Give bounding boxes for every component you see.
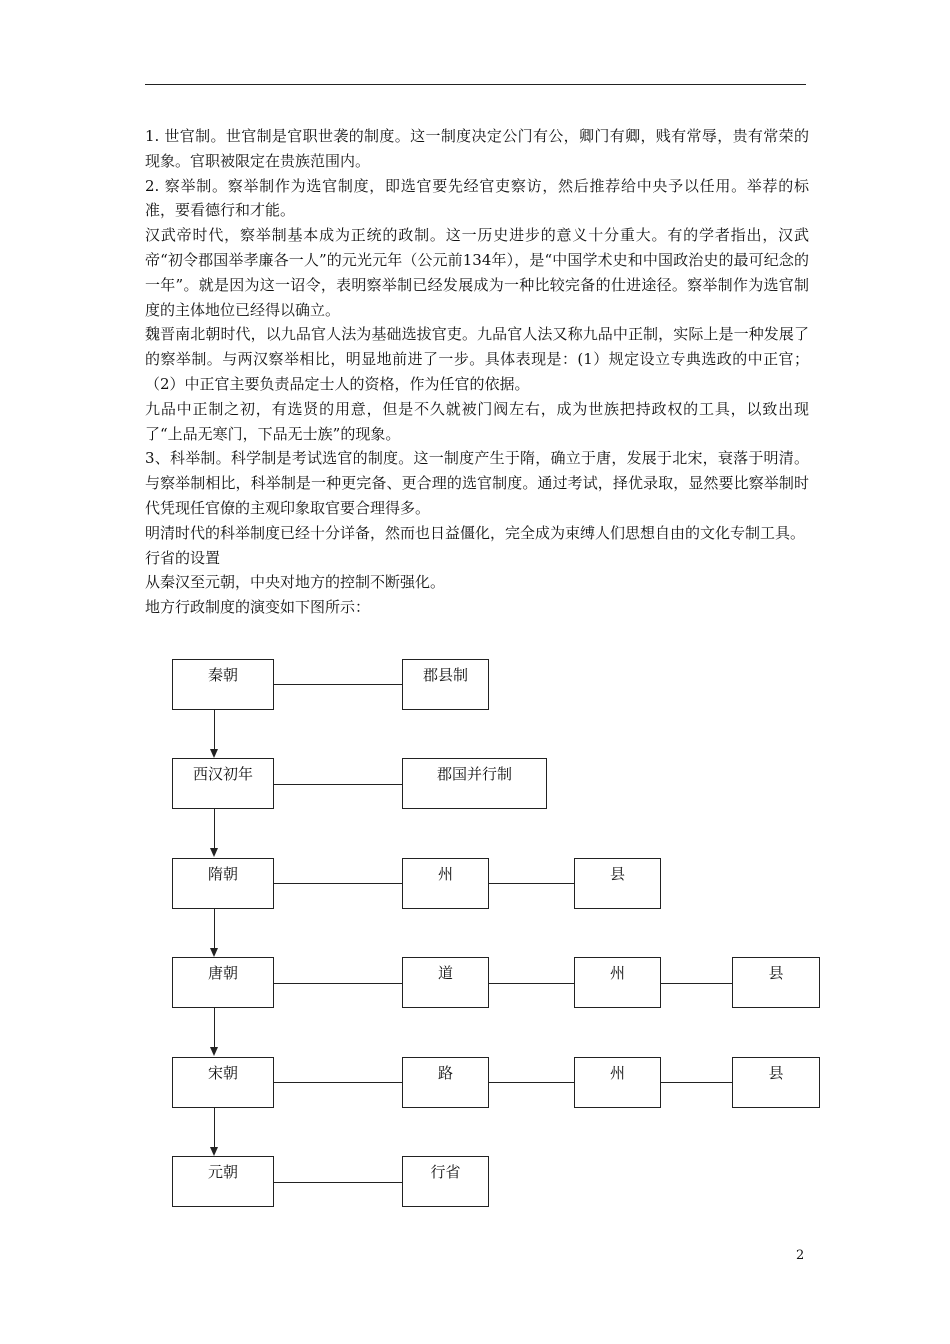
paragraph-shiguanzhi: 1. 世官制。世官制是官职世袭的制度。这一制度决定公门有公，卿门有卿，贱有常辱，贵有常荣的现象。官职被限定在贵族范围内。	[145, 127, 809, 170]
arrow-head	[210, 1047, 218, 1056]
level-box-zhou: 州	[574, 1057, 661, 1108]
era-box-song: 宋朝	[172, 1057, 274, 1108]
level-box-zhou: 州	[402, 858, 489, 909]
level-box-dao: 道	[402, 957, 489, 1008]
flow-arrow-line	[214, 1007, 215, 1048]
level-box-junguo: 郡国并行制	[402, 758, 547, 809]
arrow-head	[210, 1147, 218, 1156]
connector-line	[273, 1182, 402, 1183]
section-heading-xingsheng: 行省的设置	[145, 548, 221, 567]
paragraph-hanwudi: 汉武帝时代，察举制基本成为正统的政制。这一历史进步的意义十分重大。有的学者指出，汉武帝“初令郡国举孝廉各一人”的元光元年（公元前134年），是“中国学术史和中国政治史的最可纪念的一年”。就是因为这一诏令，表明察举制已经发展成为一种比较完备的仕进途径。察举制作为选官制度的主体地位已经得以确立。	[145, 226, 809, 319]
era-box-tang: 唐朝	[172, 957, 274, 1008]
flow-arrow-line	[214, 908, 215, 949]
level-box-xian: 县	[732, 1057, 820, 1108]
level-box-lu: 路	[402, 1057, 489, 1108]
connector-line	[660, 1082, 732, 1083]
connector-line	[273, 883, 402, 884]
era-box-qin: 秦朝	[172, 659, 274, 710]
connector-line	[273, 1082, 402, 1083]
flow-arrow-line	[214, 809, 215, 849]
flow-arrow-line	[214, 709, 215, 750]
connector-line	[273, 784, 402, 785]
page-number: 2	[796, 1248, 805, 1263]
connector-line	[488, 1082, 574, 1083]
paragraph-kejuzhi: 3、科举制。科学制是考试选官的制度。这一制度产生于隋，确立于唐，发展于北宋，衰落于明清。与察举制相比，科举制是一种更完备、更合理的选官制度。通过考试，择优录取，显然要比察举制时代凭现任官僚的主观印象取官要合理得多。	[145, 449, 809, 517]
connector-line	[273, 983, 402, 984]
paragraph-jiupin: 九品中正制之初，有选贤的用意，但是不久就被门阀左右，成为世族把持政权的工具，以致出现了“上品无寒门，下品无士族”的现象。	[145, 399, 809, 443]
arrow-head	[210, 948, 218, 957]
level-box-zhou: 州	[574, 957, 661, 1008]
flow-arrow-line	[214, 1107, 215, 1148]
paragraph-qinhan: 从秦汉至元朝，中央对地方的控制不断强化。	[145, 573, 446, 592]
era-box-sui: 隋朝	[172, 858, 274, 909]
level-box-xingsheng: 行省	[402, 1156, 489, 1207]
paragraph-chajuzhi: 2. 察举制。察举制作为选官制度，即选官要先经官吏察访，然后推荐给中央予以任用。举荐的标准，要看德行和才能。	[145, 176, 809, 220]
level-box-junxian: 郡县制	[402, 659, 489, 710]
connector-line	[488, 883, 574, 884]
level-box-xian: 县	[732, 957, 820, 1008]
paragraph-mingqing: 明清时代的科举制度已经十分详备，然而也日益僵化，完全成为束缚人们思想自由的文化专制工具。	[145, 523, 806, 542]
connector-line	[488, 983, 574, 984]
connector-line	[660, 983, 732, 984]
paragraph-weijin: 魏晋南北朝时代，以九品官人法为基础选拔官吏。九品官人法又称九品中正制，实际上是一种发展了的察举制。与两汉察举相比，明显地前进了一步。具体表现是：(1）规定设立专典选政的中正官；（2）中正官主要负责品定士人的资格，作为任官的依据。	[145, 325, 809, 393]
connector-line	[273, 684, 402, 685]
arrow-head	[210, 749, 218, 758]
arrow-head	[210, 848, 218, 857]
level-box-xian: 县	[574, 858, 661, 909]
era-box-xihan: 西汉初年	[172, 758, 274, 809]
era-box-yuan: 元朝	[172, 1156, 274, 1207]
paragraph-diagram-intro: 地方行政制度的演变如下图所示：	[145, 598, 371, 617]
